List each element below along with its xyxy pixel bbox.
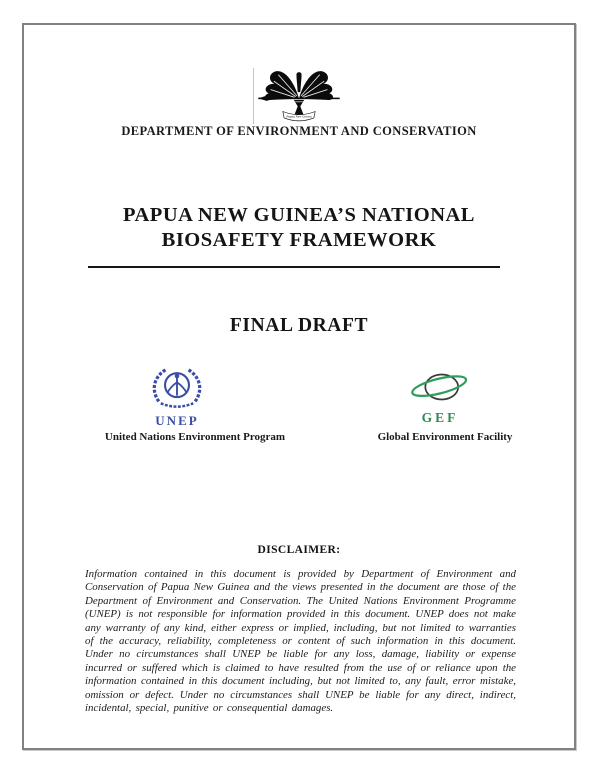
page-border-frame: [22, 23, 576, 750]
gef-planet-ring-icon: [408, 368, 472, 406]
unep-logo: [122, 366, 232, 429]
document-title: [24, 203, 574, 253]
document-title-line2: BIOSAFETY FRAMEWORK: [161, 229, 437, 251]
final-draft-subtitle: FINAL DRAFT: [229, 315, 369, 336]
unep-logo-label: UNEP: [155, 413, 199, 428]
unep-laurel-globe-icon: [148, 366, 206, 410]
disclaimer-heading: DISCLAIMER:: [257, 544, 341, 556]
png-national-crest: [257, 66, 341, 126]
document-title-line1: PAPUA NEW GUINEA’S NATIONAL: [123, 204, 475, 226]
unep-caption: United Nations Environment Program: [104, 431, 286, 443]
title-underscore-rule: [88, 266, 500, 268]
image-frame-edge: [253, 68, 254, 124]
gef-logo-label: GEF: [421, 410, 459, 425]
crest-banner-text: Papua New Guinea: [286, 114, 312, 119]
disclaimer-text: Information contained in this document is provided by Department of Environment and Conservation of Papua New Guinea and the views presented in the document are those of the Department of Environment and Conservation. The United Nations Environment Programme (UNEP) is not responsible for information provided in this document. UNEP does not make any warranty of any kind, either express or implied, including, but not limited to warranties of the accuracy, reliability, completeness or content of such information in this document. Under no circumstances shall UNEP be liable for any loss, damage, liability or expense incurred or suffered which is claimed to have resulted from the use of or reliance upon the information contained in this document including, but not limited to, any fault, error mistake, omission or defect. Under no circumstances shall UNEP be liable for any direct, indirect, incidental, special, punitive or consequential damages.: [85, 568, 516, 715]
gef-caption: Global Environment Facility: [377, 431, 513, 443]
department-heading: DEPARTMENT OF ENVIRONMENT AND CONSERVATION: [121, 124, 477, 138]
gef-logo: [385, 368, 495, 426]
papua-new-guinea-crest-icon: [257, 66, 341, 126]
